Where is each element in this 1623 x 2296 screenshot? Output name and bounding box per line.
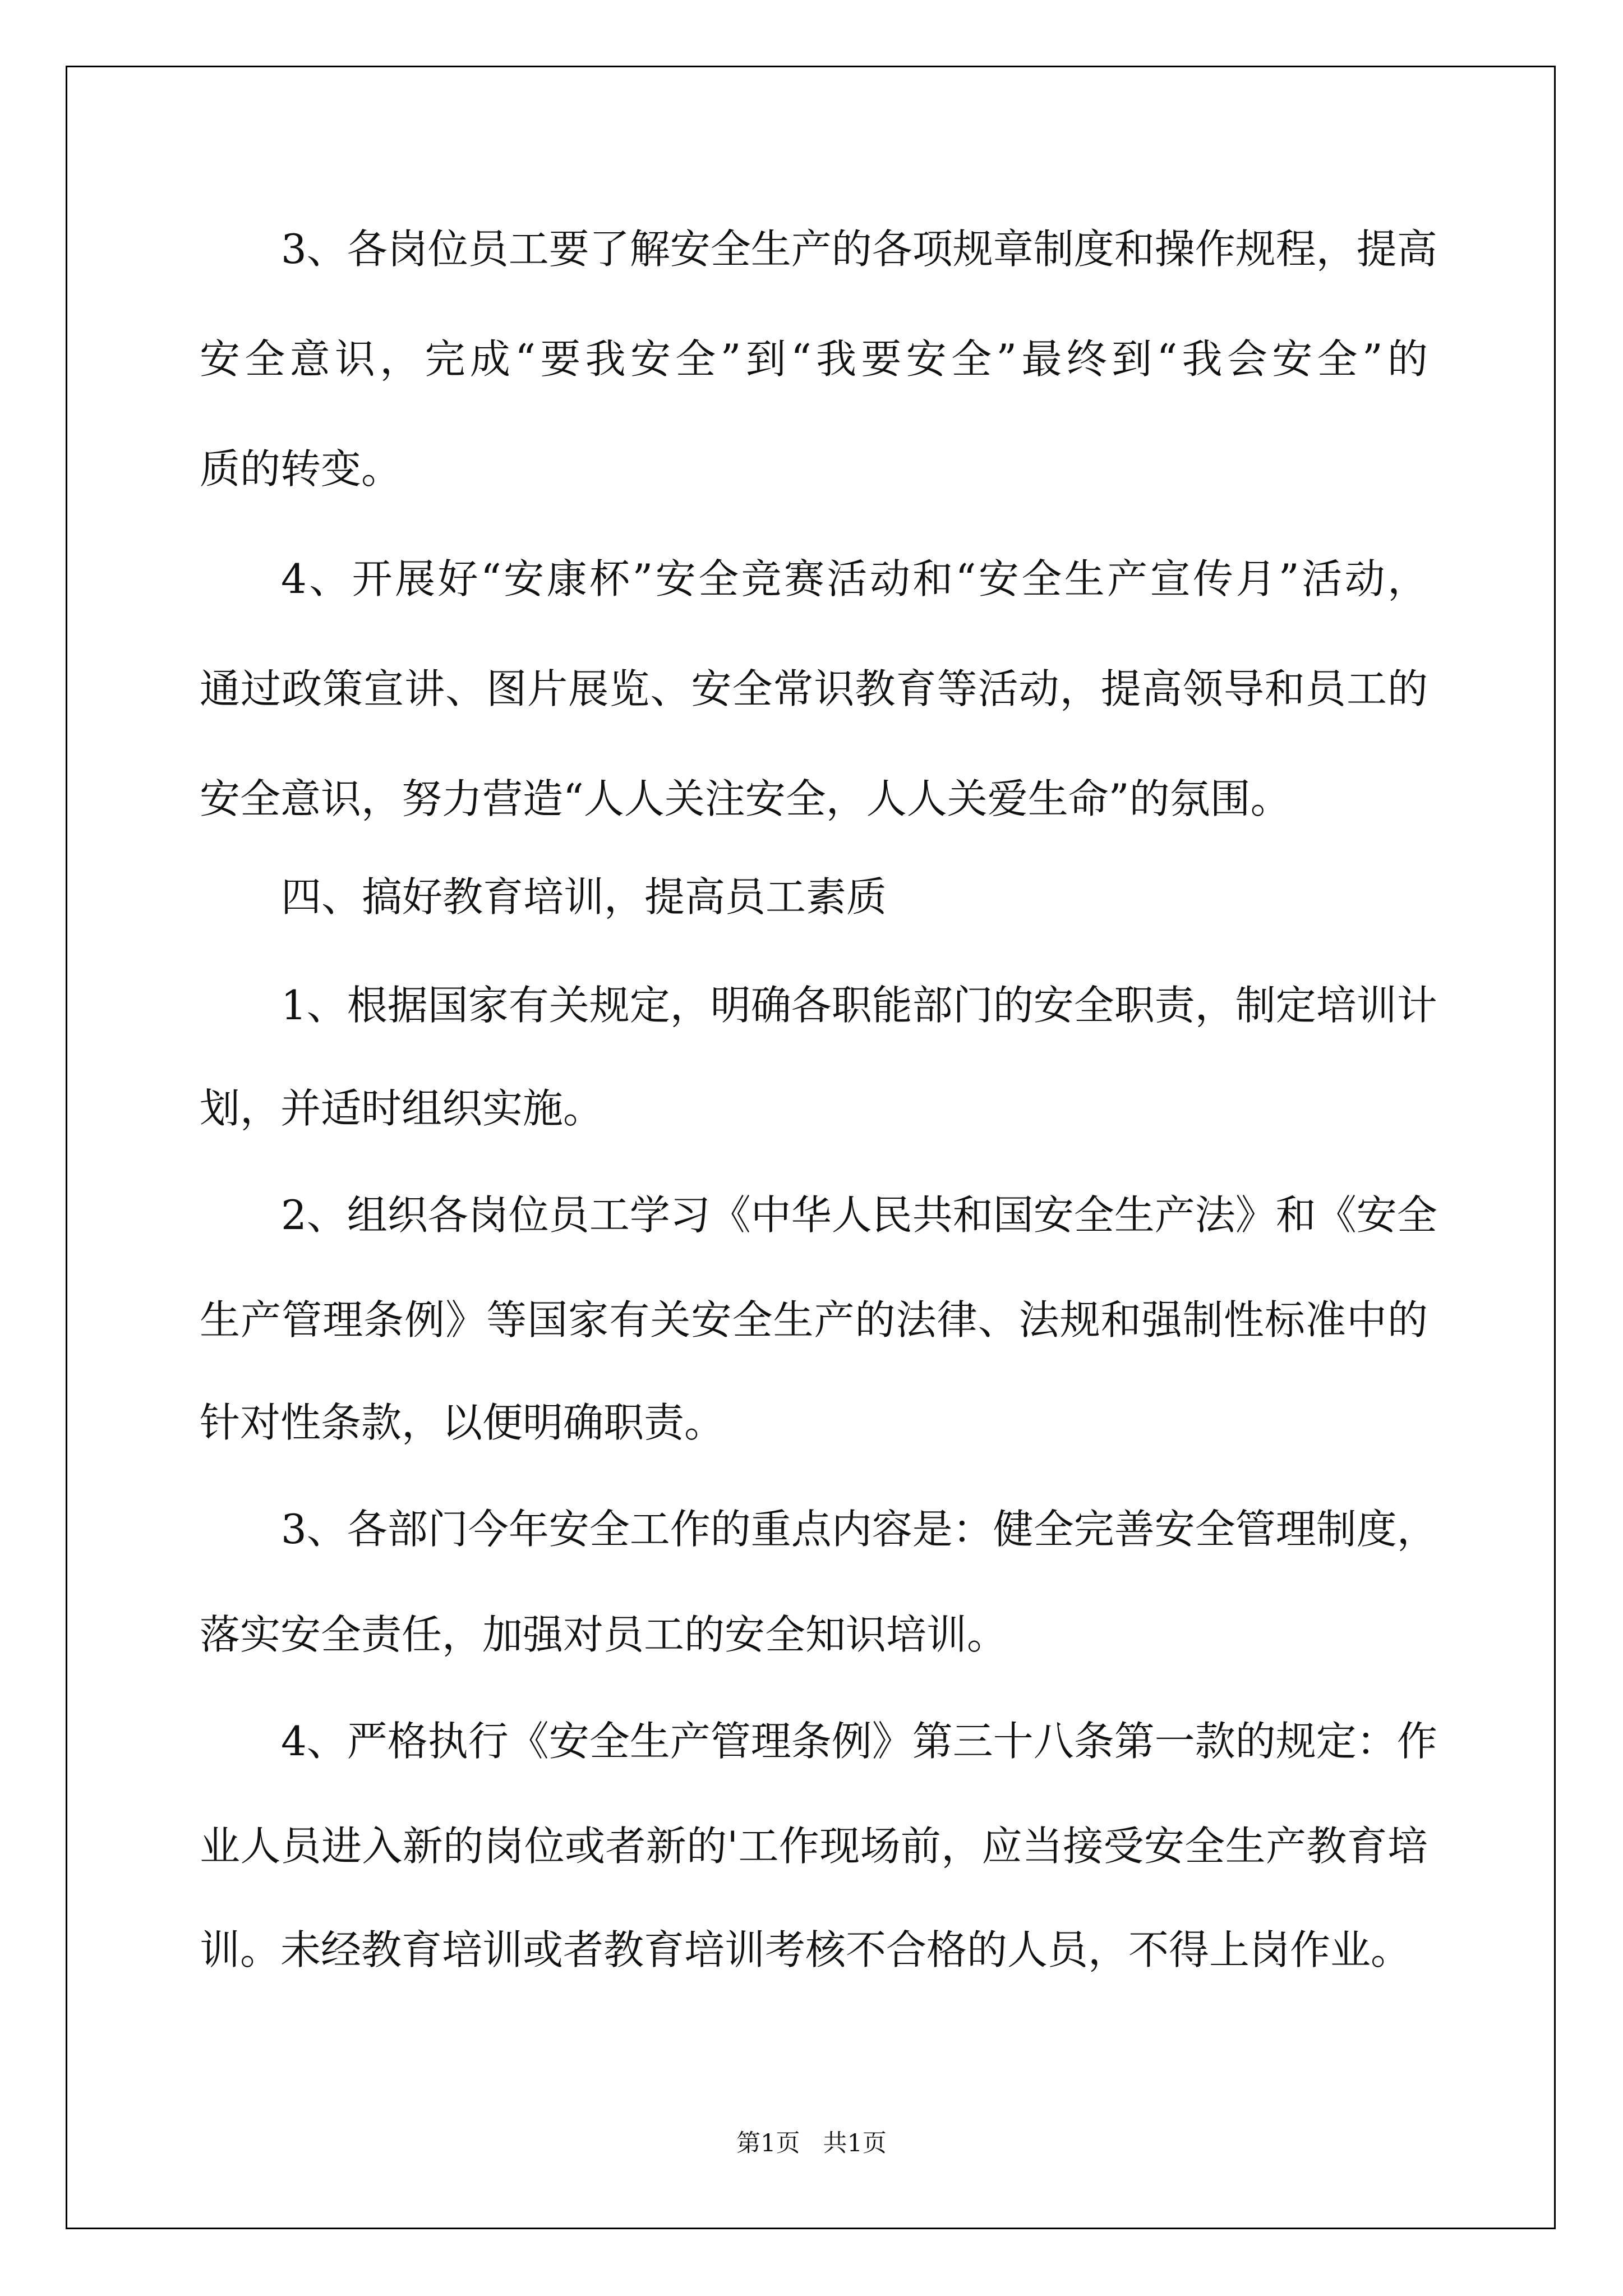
paragraph-3-line-2: 安全意识，完成“要我安全”到“我要安全”最终到“我会安全”的	[200, 335, 1428, 383]
training-item-2-line-2: 生产管理条例》等国家有关安全生产的法律、法规和强制性标准中的	[200, 1296, 1428, 1343]
training-item-2-line-3: 针对性条款，以便明确职责。	[200, 1399, 725, 1446]
training-item-4-line-3: 训。未经教育培训或者教育培训考核不合格的人员，不得上岗作业。	[200, 1926, 1412, 1973]
page-number-footer: 第1页 共1页	[736, 2129, 887, 2157]
section-heading-4: 四、搞好教育培训，提高员工素质	[281, 873, 887, 921]
paragraph-4-line-2: 通过政策宣讲、图片展览、安全常识教育等活动，提高领导和员工的	[200, 665, 1428, 712]
paragraph-4-line-1: 4、开展好“安康杯”安全竞赛活动和“安全生产宣传月”活动，	[281, 555, 1428, 602]
training-item-2-line-1: 2、组织各岗位员工学习《中华人民共和国安全生产法》和《安全	[281, 1191, 1437, 1239]
page-border	[66, 66, 1556, 2229]
paragraph-4-line-3: 安全意识，努力营造“人人关注安全，人人关爱生命”的氛围。	[200, 775, 1291, 822]
paragraph-3-line-3: 质的转变。	[200, 445, 402, 493]
training-item-1-line-2: 划，并适时组织实施。	[200, 1085, 604, 1132]
training-item-3-line-1: 3、各部门今年安全工作的重点内容是：健全完善安全管理制度，	[281, 1506, 1437, 1553]
training-item-4-line-1: 4、严格执行《安全生产管理条例》第三十八条第一款的规定：作	[281, 1718, 1437, 1765]
training-item-4-line-2: 业人员进入新的岗位或者新的'工作现场前，应当接受安全生产教育培	[200, 1823, 1428, 1870]
paragraph-3-line-1: 3、各岗位员工要了解安全生产的各项规章制度和操作规程，提高	[281, 226, 1437, 273]
training-item-1-line-1: 1、根据国家有关规定，明确各职能部门的安全职责，制定培训计	[281, 982, 1437, 1029]
training-item-3-line-2: 落实安全责任，加强对员工的安全知识培训。	[200, 1611, 1008, 1658]
